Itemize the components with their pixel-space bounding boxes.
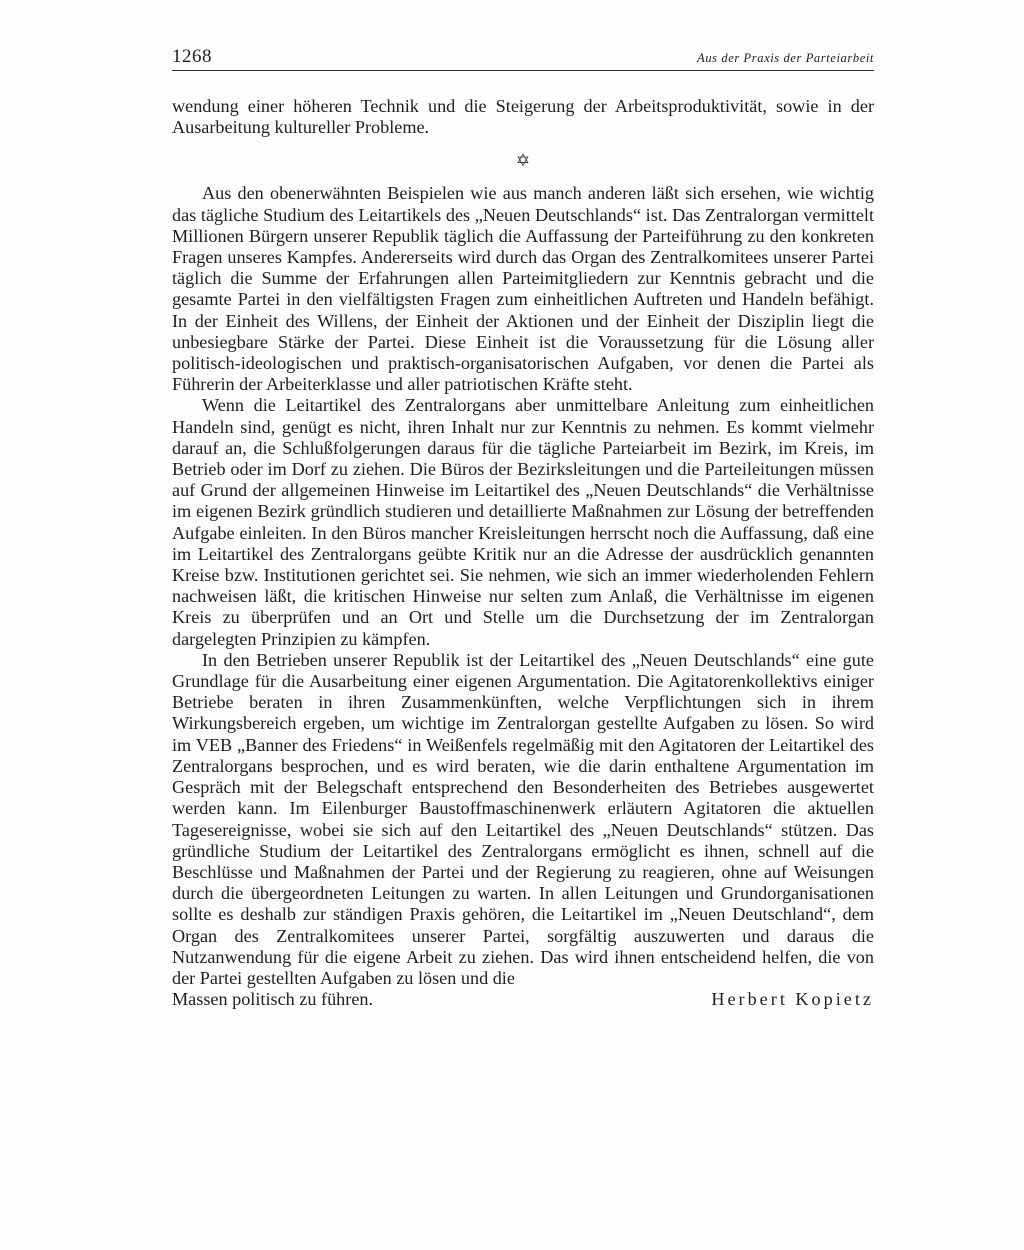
article-body bbox=[172, 96, 874, 1010]
paragraph: In den Betrieben unserer Republik ist der Leitartikel des „Neuen Deutschlands“ eine gute Grundlage für die Ausarbeitung einer eigenen Argumentation. Die Agitatorenkollektivs einiger Betriebe beraten in ihren Zusammenkünften, welche Verpflichtungen sich in ihrem Wirkungsbereich ergeben, um wichtige im Zentralorgan gestellte Aufgaben zu lösen. So wird im VEB „Banner des Friedens“ in Weißenfels regelmäßig mit den Agitatoren der Leitartikel des Zentralorgans besprochen, und es wird beraten, wie die darin enthaltene Argumentation im Gespräch mit der Belegschaft entsprechend den Besonderheiten des Betriebes ausgewertet werden kann. Im Eilenburger Baustoffmaschinenwerk erläutern Agitatoren die aktuellen Tagesereignisse, wobei sie sich auf den Leitartikel des „Neuen Deutschlands“ stützen. Das gründliche Studium der Leitartikel des Zentralorgans ermöglicht es ihnen, schnell auf die Beschlüsse und Maßnahmen der Partei und der Regierung zu reagieren, ohne auf Weisungen durch die übergeordneten Leitungen zu warten. In allen Leitungen und Grundorganisationen sollte es deshalb zur ständigen Praxis gehören, die Leitartikel im „Neuen Deutschland“, dem Organ des Zentralkomitees unserer Partei, sorgfältig auszuwerten und daraus die Nutzanwendung für die eigene Arbeit zu ziehen. Das wird ihnen entscheidend helfen, die von der Partei gestellten Aufgaben zu lösen und die bbox=[172, 649, 874, 988]
final-sentence: Massen politisch zu führen. bbox=[172, 989, 374, 1010]
running-title: Aus der Praxis der Parteiarbeit bbox=[697, 51, 874, 65]
paragraph-continuation: wendung einer höheren Technik und die Steigerung der Arbeitsproduktivität, sowie in der Ausarbeitung kultureller Probleme. bbox=[172, 96, 874, 138]
closing-line bbox=[172, 989, 874, 1010]
author-signature: Herbert Kopietz bbox=[711, 989, 874, 1010]
star-ornament-icon: ✡ bbox=[515, 151, 531, 171]
page-header bbox=[172, 46, 874, 71]
paragraph: Wenn die Leitartikel des Zentralorgans aber unmittelbare Anleitung zum einheitlichen Handeln sind, genügt es nicht, ihren Inhalt nur zur Kenntnis zu nehmen. Es kommt vielmehr darauf an, die Schlußfolgerungen daraus für die tägliche Parteiarbeit im Bezirk, im Kreis, im Betrieb oder im Dorf zu ziehen. Die Büros der Bezirksleitungen und die Parteileitungen müssen auf Grund der allgemeinen Hinweise im Leitartikel des „Neuen Deutschlands“ die Verhältnisse im eigenen Bezirk gründlich studieren und detaillierte Maßnahmen zur Lösung der betreffenden Aufgabe einleiten. In den Büros mancher Kreisleitungen herrscht noch die Auffassung, daß eine im Leitartikel des Zentralorgans geübte Kritik nur an die Adresse der ausdrücklich genannten Kreise bzw. Institutionen gerichtet sei. Sie nehmen, wie sich an immer wiederholenden Fehlern nachweisen läßt, die kritischen Hinweise nur selten zum Anlaß, die Verhältnisse im eigenen Kreis zu überprüfen und an Ort und Stelle um die Durchsetzung der im Zentralorgan dargelegten Prinzipien zu kämpfen. bbox=[172, 395, 874, 649]
paragraph: Aus den obenerwähnten Beispielen wie aus manch anderen läßt sich ersehen, wie wichtig das tägliche Studium des Leitartikels des „Neuen Deutschlands“ ist. Das Zentralorgan vermittelt Millionen Bürgern unserer Republik täglich die Auffassung der Parteiführung zu den konkreten Fragen unseres Kampfes. Andererseits wird durch das Organ des Zentralkomitees unserer Partei täglich die Summe der Erfahrungen allen Parteimitgliedern zur Kenntnis gebracht und die gesamte Partei in den vielfältigsten Fragen zum einheitlichen Auftreten und Handeln befähigt. In der Einheit des Willens, der Einheit der Aktionen und der Einheit der Disziplin liegt die unbesiegbare Stärke der Partei. Diese Einheit ist die Voraussetzung für die Lösung aller politisch-ideologischen und praktisch-organisatorischen Aufgaben, vor denen die Partei als Führerin der Arbeiterklasse und aller patriotischen Kräfte steht. bbox=[172, 183, 874, 395]
page-number: 1268 bbox=[172, 46, 212, 67]
